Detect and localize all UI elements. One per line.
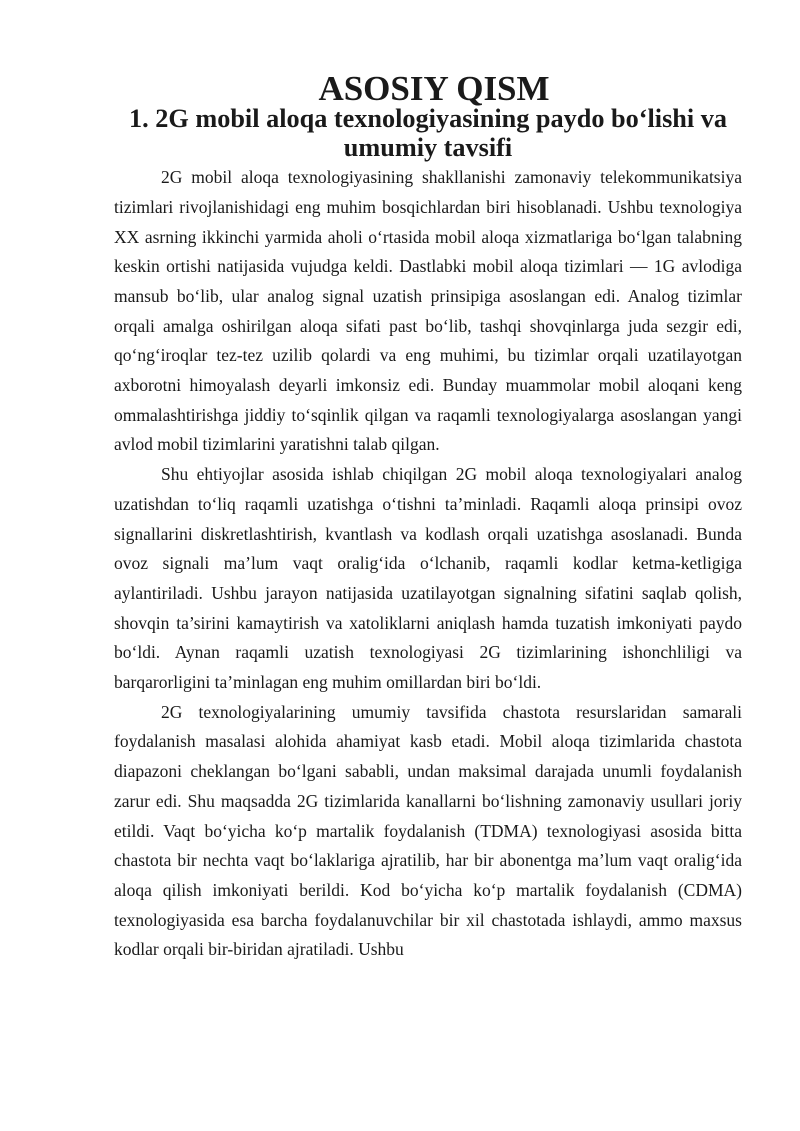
paragraph-2: Shu ehtiyojlar asosida ishlab chiqilgan 2G mobil aloqa texnologiyalari analog uzatishdan to‘liq raqamli uzatishga o‘tishni ta’minladi. Raqamli aloqa prinsipi ovoz signallarini diskretlashtirish, kvantlash va kodlash orqali uzatishga asoslanadi. Bunda ovoz signali ma’lum vaqt oralig‘ida o‘lchanib, raqamli kodlar ketma-ketligiga aylantiriladi. Ushbu jarayon natijasida uzatilayotgan signalning sifatini saqlab qolish, shovqin ta’sirini kamaytirish va xatoliklarni aniqlash hamda tuzatish imkoniyati paydo bo‘ldi. Aynan raqamli uzatish texnologiyasi 2G tizimlarining ishonchliligi va barqarorligini ta’minlagan eng muhim omillardan biri bo‘ldi.: [114, 464, 742, 693]
paragraph-1: 2G mobil aloqa texnologiyasining shakllanishi zamonaviy telekommunikatsiya tizimlari rivojlanishidagi eng muhim bosqichlardan biri hisoblanadi. Ushbu texnologiya XX asrning ikkinchi yarmida aholi o‘rtasida mobil aloqa xizmatlariga bo‘lgan talabning keskin ortishi natijasida vujudga keldi. Dastlabki mobil aloqa tizimlari — 1G avlodiga mansub bo‘lib, ular analog signal uzatish prinsipiga asoslangan edi. Analog tizimlar orqali amalga oshirilgan aloqa sifati past bo‘lib, tashqi shovqinlarga juda sezgir edi, qo‘ng‘iroqlar tez-tez uzilib qolardi va eng muhimi, bu tizimlar orqali uzatilayotgan axborotni himoyalash deyarli imkonsiz edi. Bunday muammolar mobil aloqani keng ommalashtirishga jiddiy to‘sqinlik qilgan va raqamli texnologiyalarga asoslangan yangi avlod mobil tizimlarini yaratishni talab qilgan.: [114, 167, 742, 455]
document-page: [114, 69, 742, 965]
paragraph-3: 2G texnologiyalarining umumiy tavsifida chastota resurslaridan samarali foydalanish masalasi alohida ahamiyat kasb etadi. Mobil aloqa tizimlarida chastota diapazoni cheklangan bo‘lgani sababli, undan maksimal darajada unumli foydalanish zarur edi. Shu maqsadda 2G tizimlarida kanallarni bo‘lishning zamonaviy usullari joriy etildi. Vaqt bo‘yicha ko‘p martalik foydalanish (TDMA) texnologiyasi asosida bitta chastota bir nechta vaqt bo‘laklariga ajratilib, har bir abonentga ma’lum vaqt oralig‘ida aloqa qilish imkoniyati berildi. Kod bo‘yicha ko‘p martalik foydalanish (CDMA) texnologiyasida esa barcha foydalanuvchilar bir xil chastotada ishlaydi, ammo maxsus kodlar orqali bir-biridan ajratiladi. Ushbu: [114, 701, 742, 960]
subsection-title: 1. 2G mobil aloqa texnologiyasining paydo bo‘lishi va umumiy tavsifi: [128, 103, 728, 163]
section-title: ASOSIY QISM: [318, 69, 550, 108]
